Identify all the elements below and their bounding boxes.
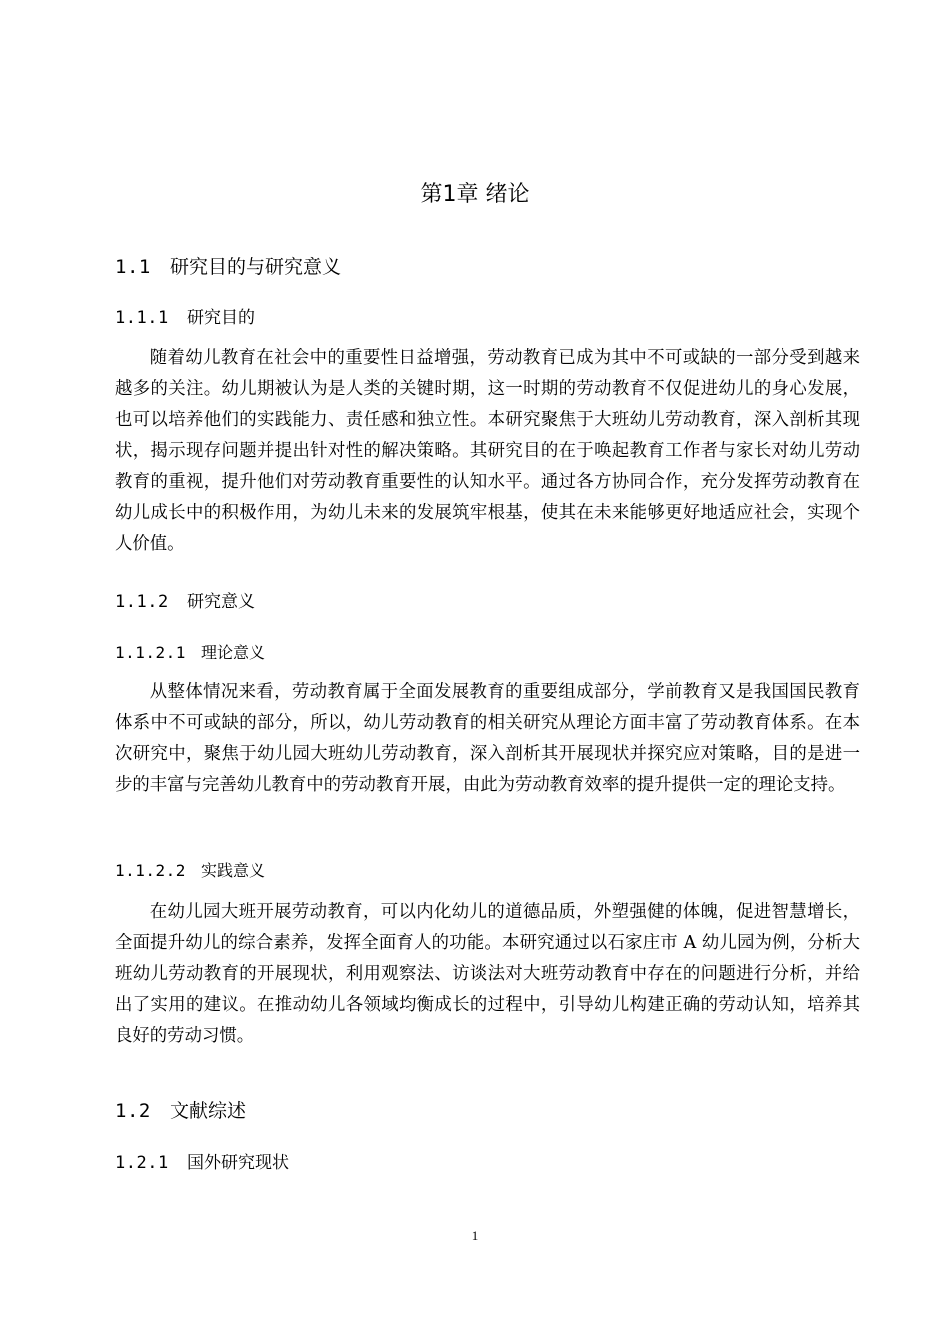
page-number: 1 [471, 1228, 479, 1243]
paragraph-practical-significance: 在幼儿园大班开展劳动教育，可以内化幼儿的道德品质，外塑强健的体魄，促进智慧增长，全面提升幼儿的综合素养，发挥全面育人的功能。本研究通过以石家庄市 A 幼儿园为例，分析大班幼儿劳动教育的开展现状，利用观察法、访谈法对大班劳动教育中存在的问题进行分析，并给出了实用的建议。在推动幼儿各领域均衡成长的过程中，引导幼儿构建正确的劳动认知，培养其良好的劳动习惯。 [115, 902, 860, 1046]
section-heading-1-1 [115, 254, 341, 280]
paragraph-research-purpose: 随着幼儿教育在社会中的重要性日益增强，劳动教育已成为其中不可或缺的一部分受到越来越多的关注。幼儿期被认为是人类的关键时期，这一时期的劳动教育不仅促进幼儿的身心发展，也可以培养他们的实践能力、责任感和独立性。本研究聚焦于大班幼儿劳动教育，深入剖析其现状，揭示现存问题并提出针对性的解决策略。其研究目的在于唤起教育工作者与家长对幼儿劳动教育的重视，提升他们对劳动教育重要性的认知水平。通过各方协同合作，充分发挥劳动教育在幼儿成长中的积极作用，为幼儿未来的发展筑牢根基，使其在未来能够更好地适应社会，实现个人价值。 [115, 348, 860, 554]
section-heading-1-2-1 [115, 1151, 289, 1175]
section-number: 1.1 [115, 256, 151, 278]
section-heading-1-1-2 [115, 590, 255, 614]
section-title: 研究目的 [187, 308, 255, 328]
paragraph-theoretical-significance: 从整体情况来看，劳动教育属于全面发展教育的重要组成部分，学前教育又是我国国民教育体系中不可或缺的部分，所以，幼儿劳动教育的相关研究从理论方面丰富了劳动教育体系。在本次研究中，聚焦于幼儿园大班幼儿劳动教育，深入剖析其开展现状并探究应对策略，目的是进一步的丰富与完善幼儿教育中的劳动教育开展，由此为劳动教育效率的提升提供一定的理论支持。 [115, 682, 860, 795]
section-title: 实践意义 [201, 861, 266, 880]
section-number: 1.2 [115, 1100, 151, 1122]
section-number: 1.2.1 [115, 1153, 169, 1173]
chapter-title: 第1章 绪论 [420, 182, 530, 207]
section-number: 1.1.2.2 [115, 861, 186, 880]
section-title: 国外研究现状 [187, 1153, 289, 1173]
section-heading-1-1-1 [115, 306, 255, 330]
section-title: 文献综述 [170, 1100, 247, 1122]
section-heading-1-1-2-2 [115, 860, 265, 882]
section-title: 研究目的与研究意义 [170, 256, 342, 278]
section-title: 理论意义 [201, 643, 266, 662]
section-number: 1.1.2.1 [115, 643, 186, 662]
section-heading-1-2 [115, 1098, 246, 1124]
section-number: 1.1.2 [115, 592, 169, 612]
section-title: 研究意义 [187, 592, 255, 612]
section-number: 1.1.1 [115, 308, 169, 328]
section-heading-1-1-2-1 [115, 642, 265, 664]
